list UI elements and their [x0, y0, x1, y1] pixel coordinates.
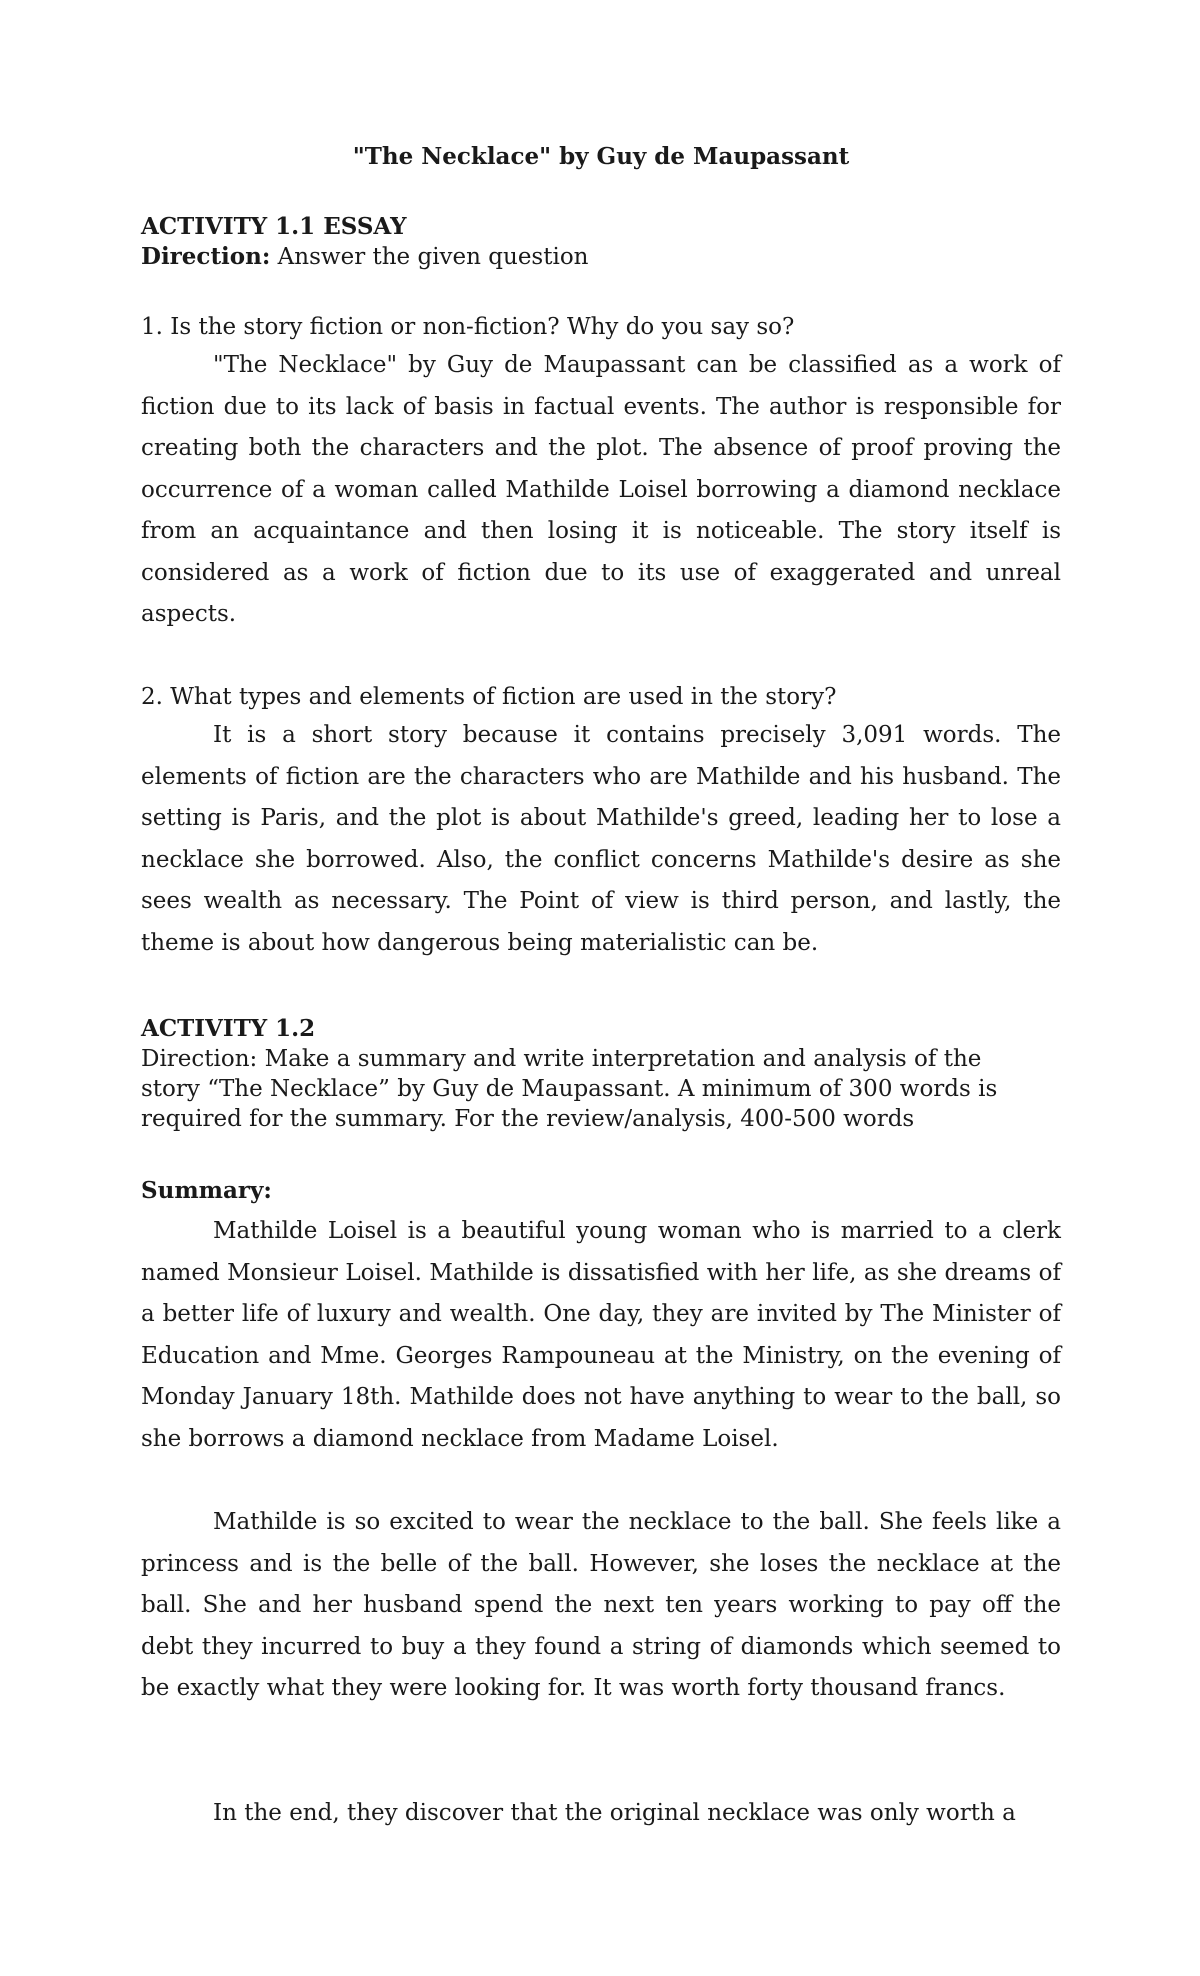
question-1: 1. Is the story fiction or non-fiction? Why do you say so? — [141, 314, 795, 340]
summary-paragraph-3: In the end, they discover that the original necklace was only worth a — [213, 1800, 1016, 1826]
summary-section — [141, 1176, 1061, 1206]
answer-1: "The Necklace" by Guy de Maupassant can be classified as a work of fiction due to its lack of basis in factual events. The author is responsible for creating both the characters and the plot. The absence of proof proving the occurrence of a woman called Mathilde Loisel borrowing a diamond necklace from an acquaintance and then losing it is noticeable. The story itself is considered as a work of fiction due to its use of exaggerated and unreal aspects. — [141, 352, 1061, 627]
summary-paragraph-1-block — [141, 1211, 1061, 1460]
activity-1-2-direction-line-3: required for the summary. For the review/analysis, 400-500 words — [141, 1106, 915, 1132]
activity-1-2-heading: ACTIVITY 1.2 — [141, 1015, 316, 1042]
activity-1-1-header — [141, 212, 1061, 272]
question-2: 2. What types and elements of fiction are used in the story? — [141, 684, 837, 710]
activity-1-1-heading: ACTIVITY 1.1 ESSAY — [141, 213, 407, 240]
activity-1-2-header — [141, 1014, 1061, 1134]
document-title: "The Necklace" by Guy de Maupassant — [352, 143, 850, 170]
direction-text: Answer the given question — [270, 244, 589, 270]
question-2-block — [141, 682, 1061, 964]
summary-paragraph-2-block — [141, 1502, 1061, 1710]
summary-paragraph-2: Mathilde is so excited to wear the necklace to the ball. She feels like a princess and is the belle of the ball. However, she loses the necklace at the ball. She and her husband spend the next ten years working to pay off the debt they incurred to buy a they found a string of diamonds which seemed to be exactly what they were looking for. It was worth forty thousand francs. — [141, 1509, 1061, 1701]
answer-2: It is a short story because it contains precisely 3,091 words. The elements of fiction are the characters who are Mathilde and his husband. The setting is Paris, and the plot is about Mathilde's greed, leading her to lose a necklace she borrowed. Also, the conflict concerns Mathilde's desire as she sees wealth as necessary. The Point of view is third person, and lastly, the theme is about how dangerous being materialistic can be. — [141, 722, 1061, 956]
activity-1-2-direction-line-1: Direction: Make a summary and write interpretation and analysis of the — [141, 1046, 982, 1072]
summary-paragraph-1: Mathilde Loisel is a beautiful young woman who is married to a clerk named Monsieur Loisel. Mathilde is dissatisfied with her life, as she dreams of a better life of luxury and wealth. One day, they are invited by The Minister of Education and Mme. Georges Rampouneau at the Ministry, on the evening of Monday January 18th. Mathilde does not have anything to wear to the ball, so she borrows a diamond necklace from Madame Loisel. — [141, 1218, 1061, 1452]
direction-label: Direction: — [141, 243, 271, 270]
summary-paragraph-3-block — [141, 1793, 1061, 1835]
activity-1-2-direction-line-2: story “The Necklace” by Guy de Maupassant. A minimum of 300 words is — [141, 1076, 998, 1102]
question-1-block — [141, 312, 1061, 636]
activity-1-1-direction — [141, 242, 1061, 272]
summary-heading: Summary: — [141, 1177, 272, 1204]
